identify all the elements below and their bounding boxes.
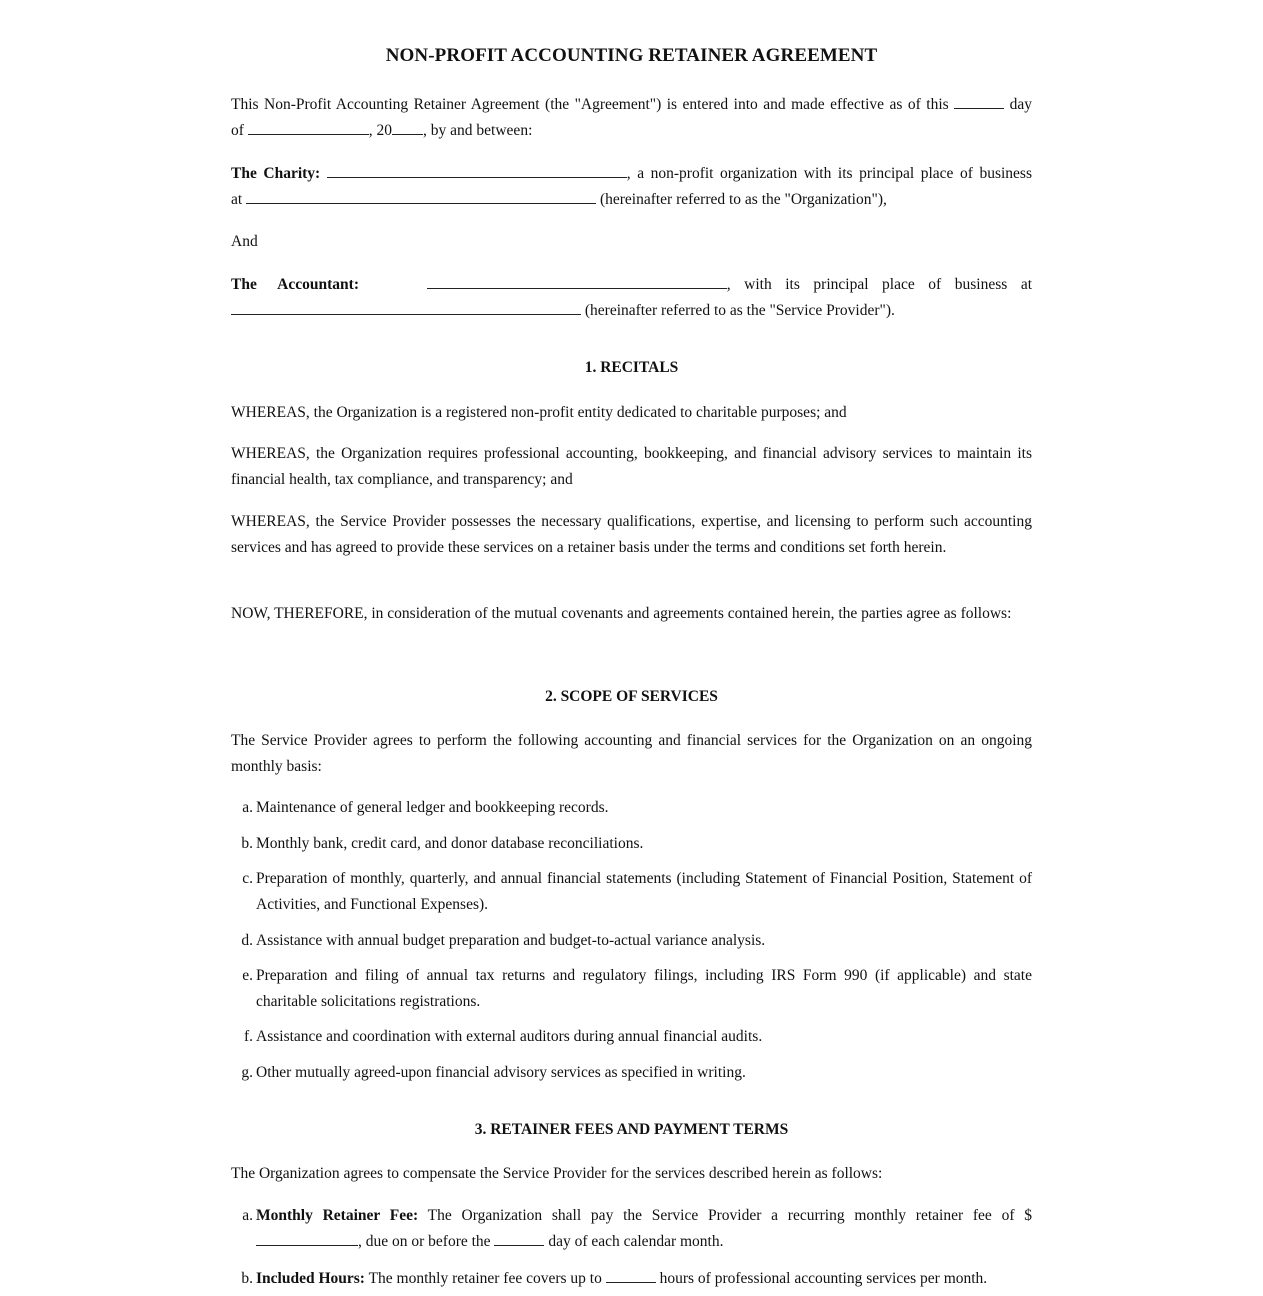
list-marker: e.	[242, 967, 253, 984]
recital-1: WHEREAS, the Organization is a registered non-profit entity dedicated to charitable purposes; and	[231, 404, 847, 421]
charity-text-2: at	[231, 191, 243, 208]
list-item-text: Monthly bank, credit card, and donor database reconciliations.	[256, 835, 644, 852]
included-hours-text-1: The monthly retainer fee covers up to	[368, 1270, 602, 1287]
document-title: NON-PROFIT ACCOUNTING RETAINER AGREEMENT	[385, 45, 878, 66]
intro-line-1	[231, 92, 1032, 118]
monthly-fee-text-2: , due on or before the	[358, 1233, 491, 1250]
charity-line-1	[231, 161, 1032, 187]
list-marker: g.	[241, 1064, 253, 1081]
intro-line-2	[231, 118, 1032, 144]
accountant-text-2: (hereinafter referred to as the "Service Provider").	[584, 302, 895, 319]
recital-2: WHEREAS, the Organization requires professional accounting, bookkeeping, and financial advisory services to maintain its financial health, tax compliance, and transparency; and	[231, 445, 1032, 488]
list-item-text: Preparation and filing of annual tax returns and regulatory filings, including IRS Form 990 (if applicable) and state charitable solicitations registrations.	[256, 967, 1032, 1010]
intro-text-4: , 20	[368, 122, 393, 139]
included-hours-blank[interactable]	[606, 1281, 656, 1283]
monthly-fee-text-1: The Organization shall pay the Service Provider a recurring monthly retainer fee of $	[427, 1207, 1032, 1224]
included-hours-text-2: hours of professional accounting services per month.	[659, 1270, 988, 1287]
charity-line-2	[231, 187, 1032, 213]
monthly-fee-text-3: day of each calendar month.	[548, 1233, 724, 1250]
list-item-text: Assistance with annual budget preparation and budget-to-actual variance analysis.	[256, 932, 766, 949]
intro-text-1: This Non-Profit Accounting Retainer Agreement (the "Agreement") is entered into and made effective as of this	[231, 96, 949, 113]
accountant-line-1	[231, 272, 1032, 298]
fees-item-a-line-1	[256, 1203, 1032, 1229]
and-text: And	[231, 233, 258, 250]
accountant-line-2	[231, 298, 1032, 324]
scope-heading: 2. SCOPE OF SERVICES	[545, 688, 718, 705]
intro-text-5: , by and between:	[423, 122, 533, 139]
fees-intro: The Organization agrees to compensate the Service Provider for the services described herein as follows:	[231, 1165, 883, 1182]
list-item-text: Other mutually agreed-upon financial advisory services as specified in writing.	[256, 1064, 746, 1081]
list-marker: a.	[242, 799, 253, 816]
accountant-address-blank[interactable]	[231, 313, 581, 315]
monthly-fee-label: Monthly Retainer Fee:	[256, 1207, 419, 1224]
effective-month-blank[interactable]	[248, 133, 369, 135]
charity-address-blank[interactable]	[246, 202, 596, 204]
charity-paragraph	[231, 161, 1032, 213]
list-marker: d.	[241, 932, 253, 949]
fees-item-a-line-2	[256, 1229, 1032, 1255]
charity-label: The Charity:	[231, 165, 321, 182]
list-item-text: Maintenance of general ledger and bookkeeping records.	[256, 799, 609, 816]
intro-text-3: of	[231, 122, 244, 139]
list-item-text: Preparation of monthly, quarterly, and annual financial statements (including Statement of Financial Position, Statement of Activities, and Functional Expenses).	[256, 870, 1032, 913]
list-marker: f.	[243, 1028, 253, 1045]
list-item-text	[256, 1266, 1032, 1292]
recitals-heading: 1. RECITALS	[584, 359, 679, 376]
monthly-fee-amount-blank[interactable]	[256, 1244, 358, 1246]
list-marker: b.	[241, 835, 253, 852]
recital-3: WHEREAS, the Service Provider possesses the necessary qualifications, expertise, and licensing to perform such accounting services and has agreed to provide these services on a retainer basis under the terms and conditions set forth herein.	[231, 513, 1032, 556]
included-hours-label: Included Hours:	[256, 1270, 365, 1287]
list-item-text: Assistance and coordination with external auditors during annual financial audits.	[256, 1028, 763, 1045]
accountant-text-1: , with its principal place of business at	[726, 276, 1033, 293]
recital-4: NOW, THEREFORE, in consideration of the mutual covenants and agreements contained herein, the parties agree as follows:	[231, 605, 1012, 622]
effective-year-blank[interactable]	[392, 133, 423, 135]
fees-heading: 3. RETAINER FEES AND PAYMENT TERMS	[474, 1121, 789, 1138]
accountant-paragraph	[231, 272, 1032, 324]
accountant-label	[231, 276, 359, 293]
effective-day-blank[interactable]	[954, 107, 1004, 109]
due-day-blank[interactable]	[494, 1244, 544, 1246]
charity-name-blank[interactable]	[327, 176, 627, 178]
charity-text-3: (hereinafter referred to as the "Organization"),	[599, 191, 887, 208]
intro-text-2: day	[1009, 96, 1033, 113]
accountant-name-blank[interactable]	[427, 287, 727, 289]
list-marker: c.	[242, 870, 253, 887]
charity-text-1: , a non-profit organization with its principal place of business	[626, 165, 1032, 182]
scope-intro: The Service Provider agrees to perform the following accounting and financial services for the Organization on an ongoing monthly basis:	[231, 732, 1032, 775]
intro-paragraph	[231, 92, 1032, 144]
list-marker: b.	[241, 1270, 253, 1287]
list-item-text	[256, 1203, 1032, 1255]
list-marker: a.	[242, 1207, 253, 1224]
accountant-label-text: The Accountant:	[231, 276, 359, 293]
